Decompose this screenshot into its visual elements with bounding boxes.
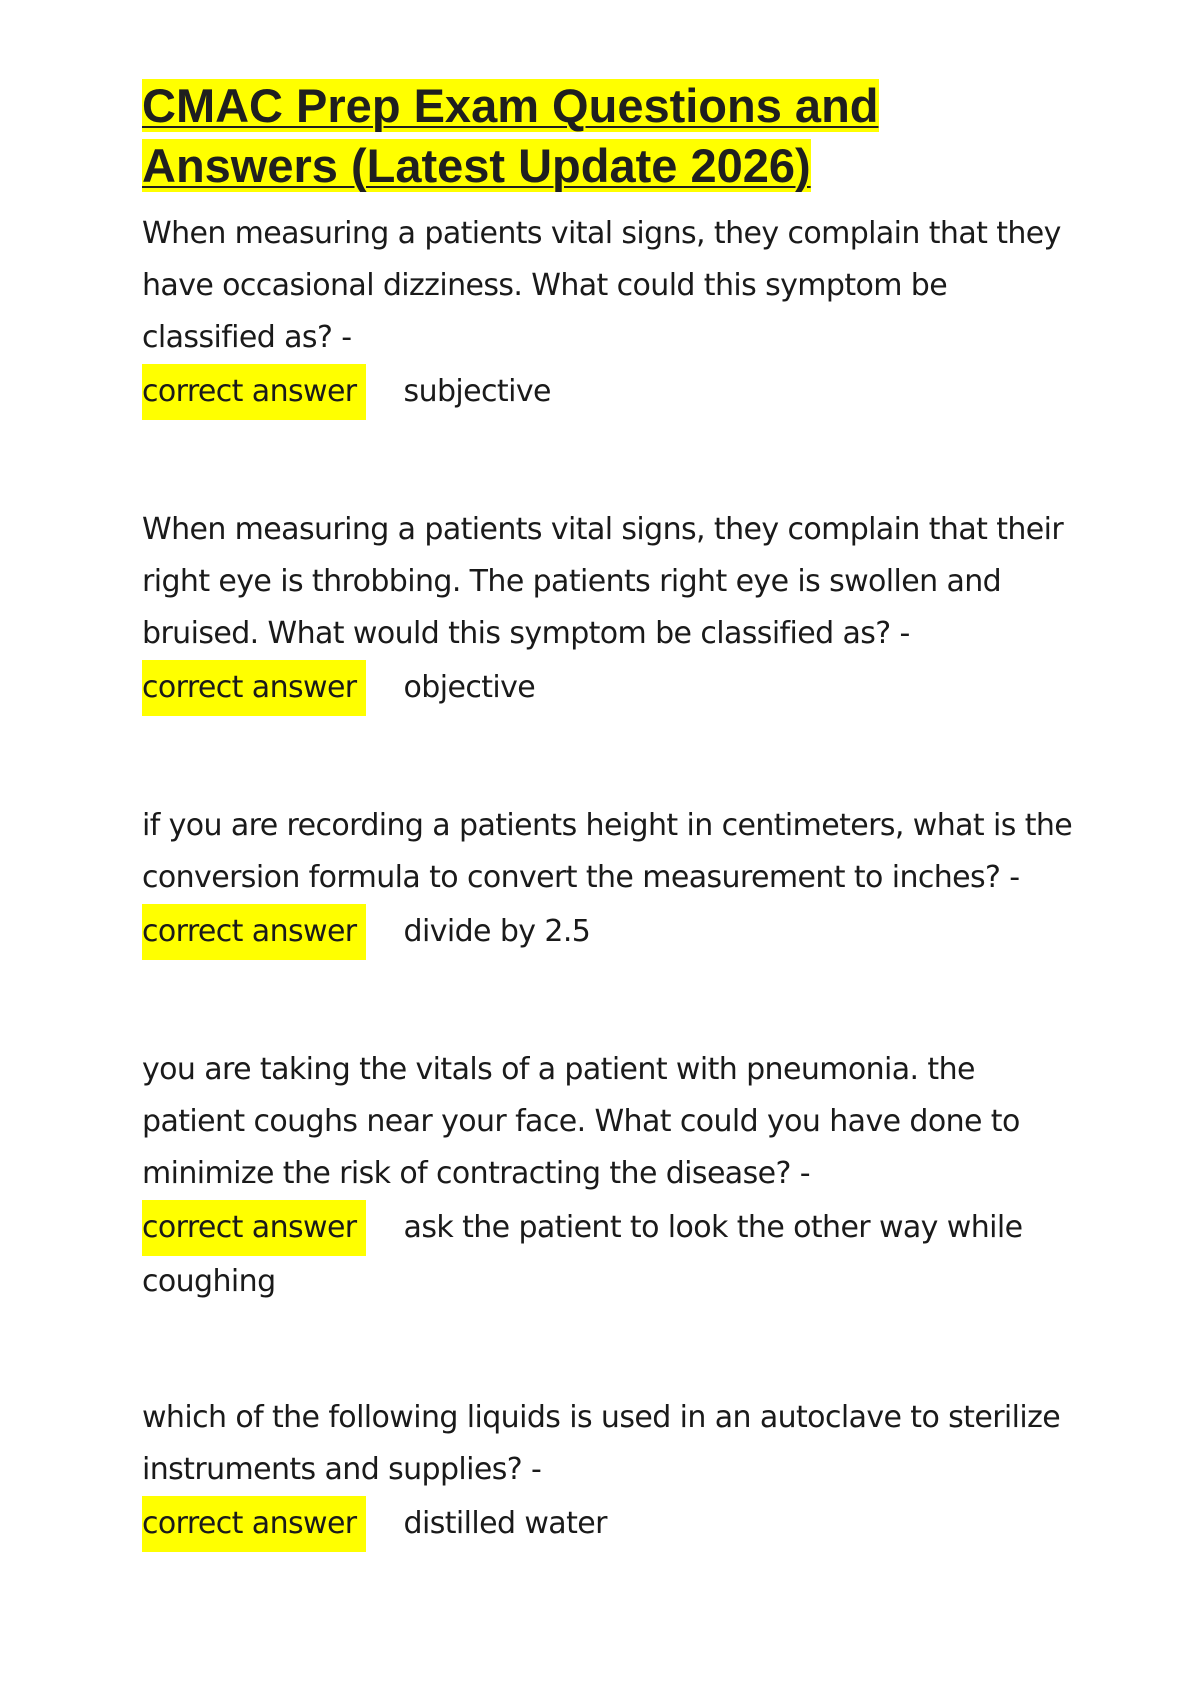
title-line-1: CMAC Prep Exam Questions and [142,79,879,132]
qa-item [142,504,1082,716]
answer-line [142,1496,1082,1552]
answer-line [142,660,1082,716]
qa-item [142,1392,1082,1552]
correct-answer-label: correct answer [142,904,366,960]
question-text: which of the following liquids is used in an autoclave to sterilize instruments and supplies? - [142,1400,1061,1487]
qa-item [142,208,1082,420]
answer-text: divide by 2.5 [403,914,591,949]
answer-line [142,904,1082,960]
answer-text: objective [403,670,536,705]
document-title [142,76,1082,196]
answer-text: ask the patient to look the other way while coughing [142,1210,1023,1299]
answer-line [142,1200,1082,1308]
question-text: When measuring a patients vital signs, they complain that their right eye is throbbing. The patients right eye is swollen and bruised. What would this symptom be classified as? - [142,512,1064,651]
qa-item [142,800,1082,960]
answer-text: subjective [403,374,551,409]
question-text: you are taking the vitals of a patient with pneumonia. the patient coughs near your face. What could you have done to minimize the risk of contracting the disease? - [142,1052,1020,1191]
correct-answer-label: correct answer [142,1496,366,1552]
correct-answer-label: correct answer [142,660,366,716]
title-line-2: Answers (Latest Update 2026) [142,139,811,192]
correct-answer-label: correct answer [142,1200,366,1256]
qa-item [142,1044,1082,1308]
correct-answer-label: correct answer [142,364,366,420]
question-text: if you are recording a patients height in centimeters, what is the conversion formula to convert the measurement to inches? - [142,808,1073,895]
question-text: When measuring a patients vital signs, they complain that they have occasional dizziness. What could this symptom be classified as? - [142,216,1061,355]
answer-text: distilled water [403,1506,607,1541]
answer-line [142,364,1082,420]
document-page [142,76,1082,1552]
